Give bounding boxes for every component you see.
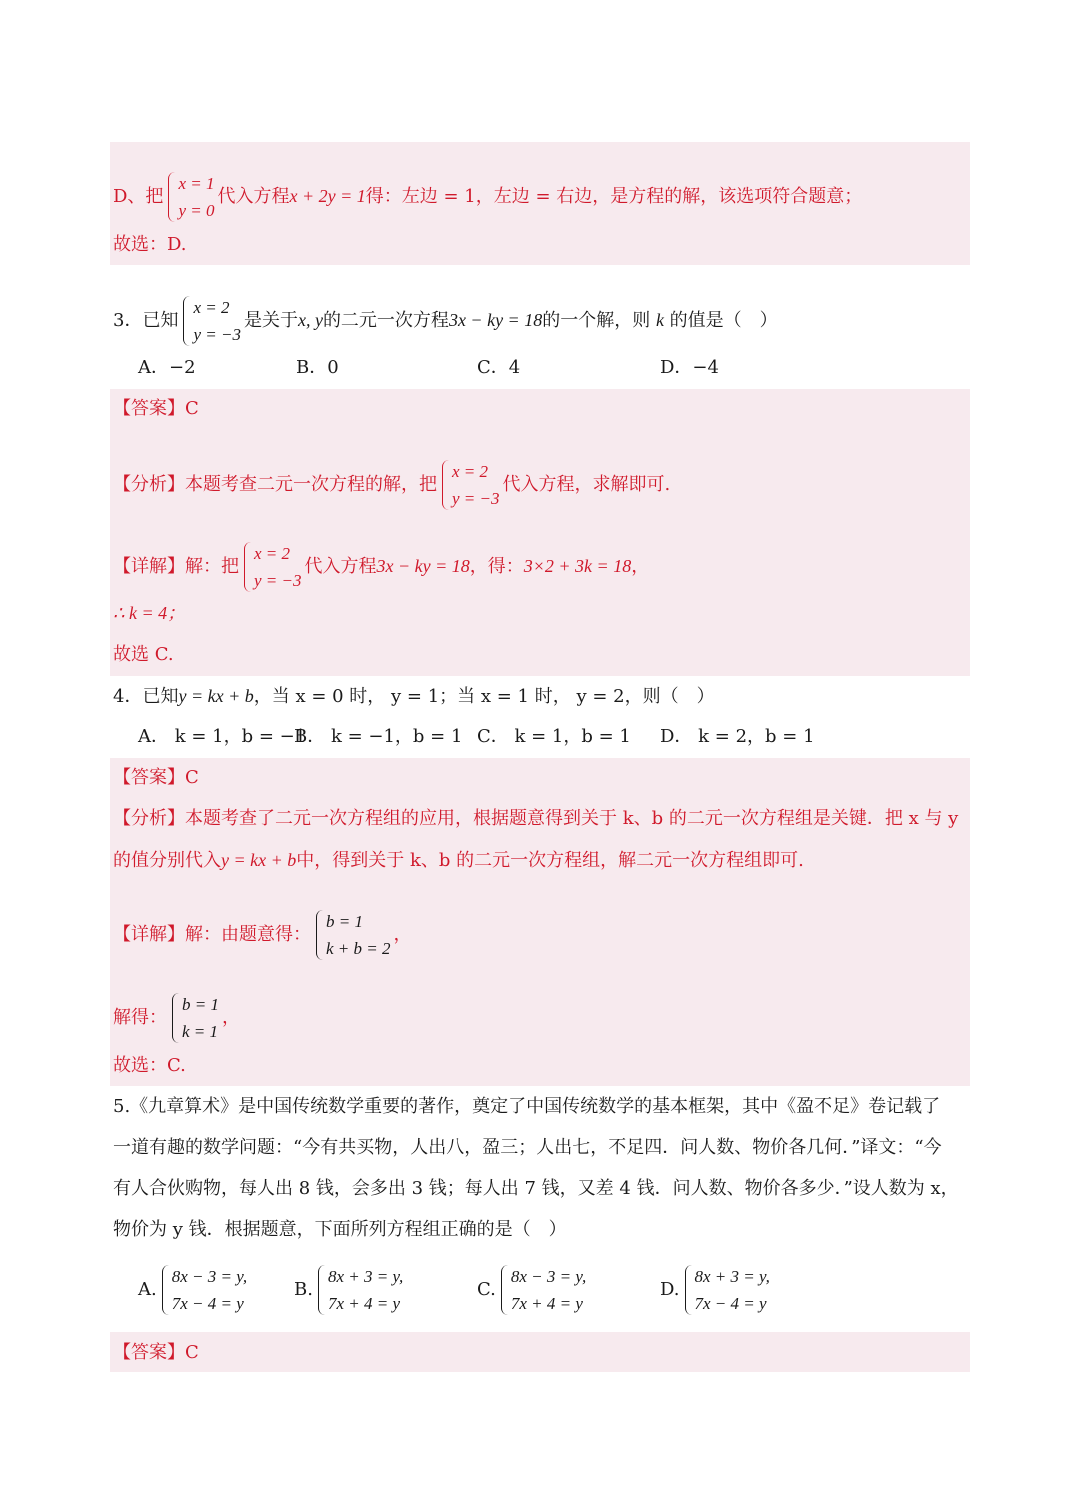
q3-choose: 故选 C. [113, 644, 174, 665]
q3-solution-band [110, 389, 970, 676]
q5-option-a-system: 8x − 3 = y, 7x − 4 = y [160, 1263, 247, 1317]
q5-option-c: C. 8x − 3 = y, 7x + 4 = y [477, 1263, 589, 1317]
q4-solve-system: b = 1 k = 1 [170, 991, 219, 1045]
q5-solution-band [110, 1332, 970, 1372]
q3-answer: 【答案】C [113, 398, 199, 419]
q5-stem-line4: 物价为 y 钱．根据题意，下面所列方程组正确的是（ ） [113, 1219, 567, 1240]
q4-detail: 【详解】解：由题意得： b = 1 k + b = 2 ， [113, 908, 412, 962]
q4-choose: 故选：C. [113, 1055, 186, 1076]
q4-option-a: A． k = 1，b = −1 [138, 726, 307, 747]
q3-analysis-system: x = 2 y = −3 [440, 458, 500, 512]
q2-d-system: x = 1 y = 0 [166, 170, 214, 224]
q5-option-c-system: 8x − 3 = y, 7x + 4 = y [499, 1263, 586, 1317]
q3-therefore: ∴ k = 4； [113, 603, 186, 623]
q4-analysis-line1: 【分析】本题考查了二元一次方程组的应用，根据题意得到关于 k、b 的二元一次方程组是关键．把 x 与 y [113, 808, 959, 829]
q4-detail-system: b = 1 k + b = 2 [314, 908, 391, 962]
q2-choose: 故选：D. [113, 234, 187, 255]
q5-stem-line2: 一道有趣的数学问题：“今有共买物，人出八，盈三；人出七，不足四．问人数、物价各几何．”译文：“今 [113, 1137, 942, 1158]
q3-detail-system: x = 2 y = −3 [242, 540, 302, 594]
q5-answer: 【答案】C [113, 1342, 199, 1363]
q5-stem-line3: 有人合伙购物，每人出 8 钱，会多出 3 钱；每人出 7 钱，又差 4 钱．问人数、物价各多少．”设人数为 x， [113, 1178, 959, 1199]
q3-option-b: B．0 [296, 357, 339, 378]
q4-analysis-line2: 的值分别代入y = kx + b中，得到关于 k、b 的二元一次方程组，解二元一次方程组即可. [113, 850, 804, 871]
q5-option-d-system: 8x + 3 = y, 7x − 4 = y [683, 1263, 770, 1317]
q2-option-d-analysis: D、把 x = 1 y = 0 代入方程x + 2y = 1得：左边 = 1，左边 = 右边，是方程的解，该选项符合题意； [113, 170, 862, 224]
q5-option-d: D. 8x + 3 = y, 7x − 4 = y [660, 1263, 773, 1317]
q3-detail: 【详解】解：把 x = 2 y = −3 代入方程3x − ky = 18，得：3×2 + 3k = 18， [113, 540, 649, 594]
q4-option-d: D． k = 2，b = 1 [660, 726, 815, 747]
q3-stem: 3．已知 x = 2 y = −3 是关于x, y的二元一次方程3x − ky = 18的一个解，则 k 的值是（ ） [113, 294, 778, 348]
q3-analysis: 【分析】本题考查二元一次方程的解，把 x = 2 y = −3 代入方程，求解即可. [113, 458, 670, 512]
q5-stem-line1: 5.《九章算术》是中国传统数学重要的著作，奠定了中国传统数学的基本框架，其中《盈不足》卷记载了 [113, 1096, 941, 1117]
q4-option-b: B． k = −1，b = 1 [294, 726, 463, 747]
q4-stem: 4．已知y = kx + b，当 x = 0 时， y = 1；当 x = 1 时， y = 2，则（ ） [113, 686, 715, 707]
q5-option-a: A. 8x − 3 = y, 7x − 4 = y [138, 1263, 250, 1317]
q3-system: x = 2 y = −3 [181, 294, 241, 348]
q5-option-b: B. 8x + 3 = y, 7x + 4 = y [294, 1263, 406, 1317]
q4-answer: 【答案】C [113, 767, 199, 788]
q3-option-a: A．−2 [138, 357, 196, 378]
q3-option-c: C．4 [477, 357, 521, 378]
q4-solve: 解得： b = 1 k = 1 ， [113, 991, 240, 1045]
q5-option-b-system: 8x + 3 = y, 7x + 4 = y [316, 1263, 403, 1317]
q3-option-d: D．−4 [660, 357, 719, 378]
q4-option-c: C． k = 1，b = 1 [477, 726, 631, 747]
